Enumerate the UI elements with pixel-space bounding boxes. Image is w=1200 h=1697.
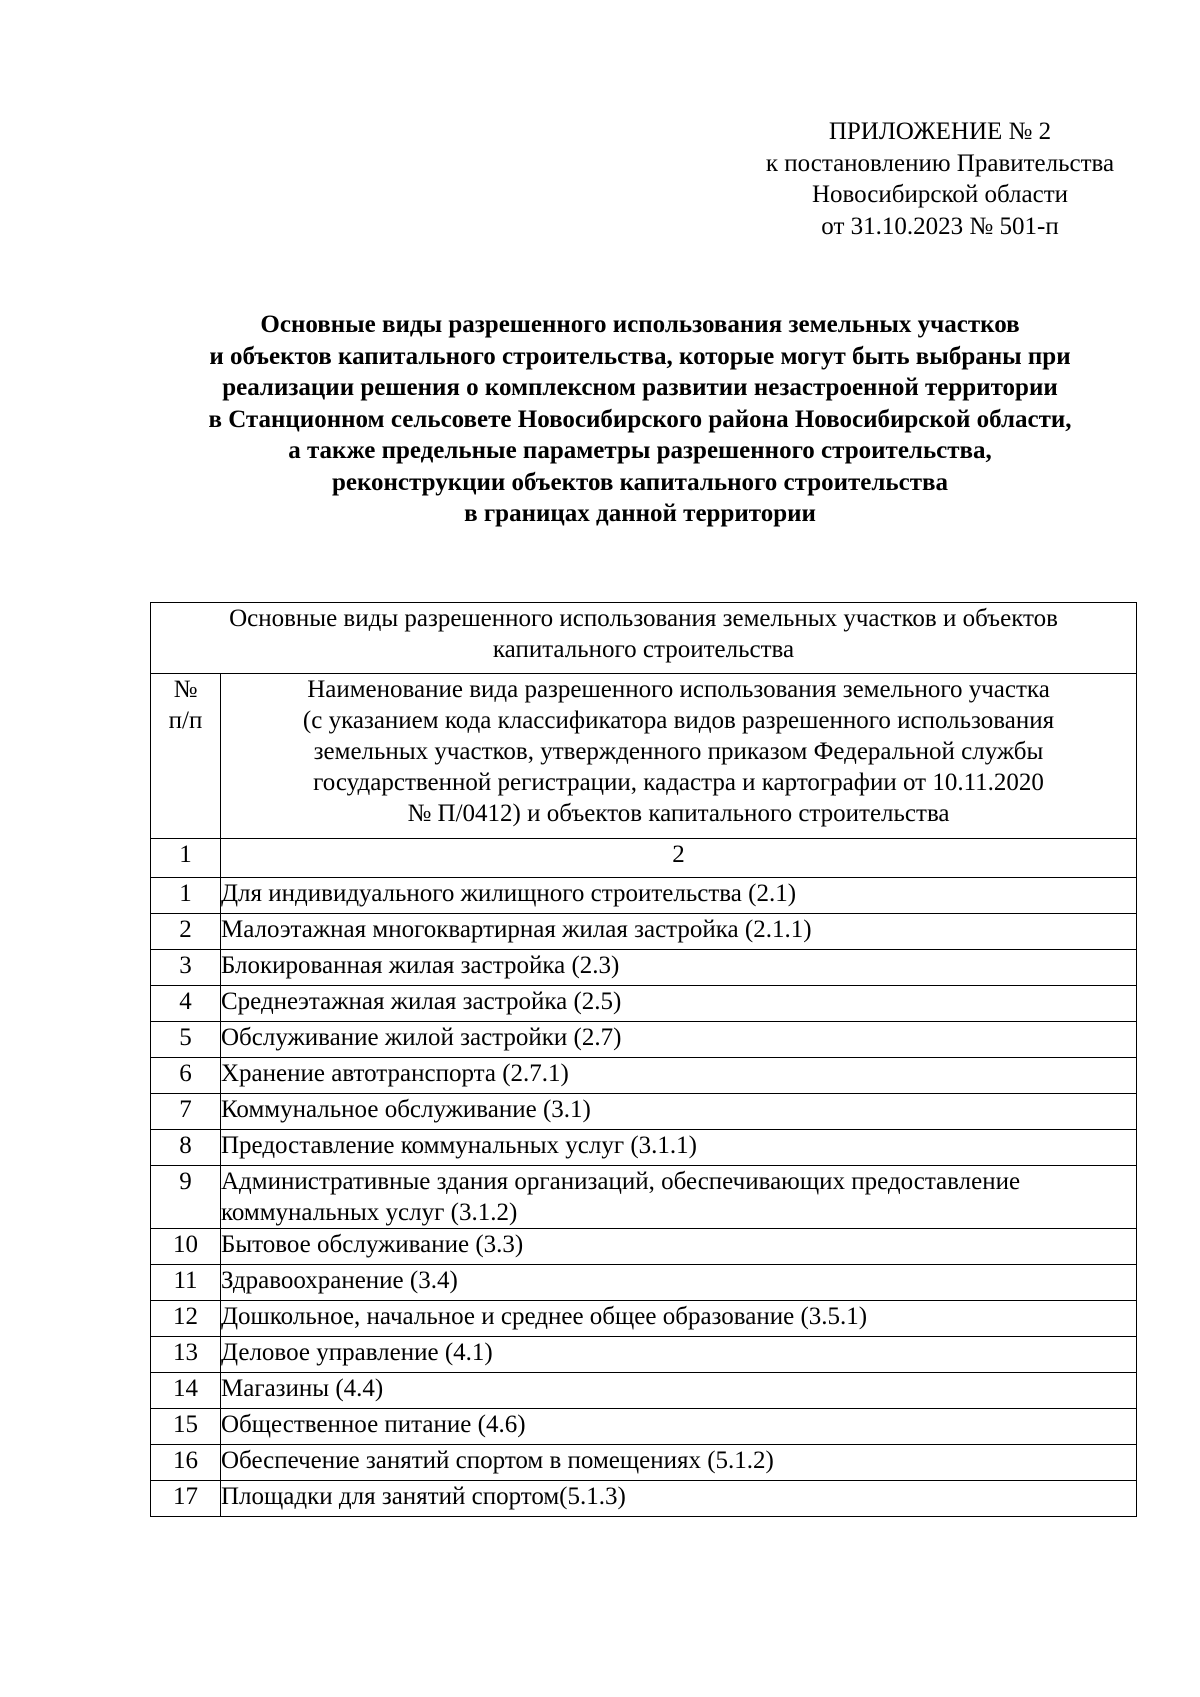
row-use-name xyxy=(221,1445,1137,1481)
row-number: 1 xyxy=(151,878,221,914)
row-use-name-line: Магазины (4.4) xyxy=(221,1375,384,1402)
row-use-name-line: Блокированная жилая застройка (2.3) xyxy=(221,952,620,979)
title-line: реконструкции объектов капитального строительства xyxy=(331,468,949,496)
row-number: 3 xyxy=(151,950,221,986)
row-number: 8 xyxy=(151,1130,221,1166)
header-name-cell xyxy=(221,674,1137,839)
table-row xyxy=(151,1481,1137,1517)
table-row xyxy=(151,986,1137,1022)
row-use-name xyxy=(221,1301,1137,1337)
row-use-name xyxy=(221,1130,1137,1166)
header-number-cell xyxy=(151,674,221,839)
row-number: 10 xyxy=(151,1229,221,1265)
header-name-line: (с указанием кода классификатора видов разрешенного использования xyxy=(302,707,1055,734)
table-row xyxy=(151,1094,1137,1130)
row-use-name xyxy=(221,1166,1137,1229)
row-use-name xyxy=(221,1094,1137,1130)
row-number: 4 xyxy=(151,986,221,1022)
title-line: а также предельные параметры разрешенного строительства, xyxy=(288,437,992,464)
row-use-name xyxy=(221,1373,1137,1409)
row-number: 12 xyxy=(151,1301,221,1337)
title-line: Основные виды разрешенного использования земельных участков xyxy=(260,311,1020,338)
table-row xyxy=(151,1373,1137,1409)
title-line: в Станционном сельсовете Новосибирского района Новосибирской области, xyxy=(208,405,1072,433)
row-use-name-line: Для индивидуального жилищного строительства (2.1) xyxy=(221,880,797,907)
row-number: 17 xyxy=(151,1481,221,1517)
header-name-line: № П/0412) и объектов капитального строительства xyxy=(407,800,950,827)
row-number: 16 xyxy=(151,1445,221,1481)
row-number: 14 xyxy=(151,1373,221,1409)
header-name-line: земельных участков, утвержденного приказом Федеральной службы xyxy=(313,738,1044,765)
column-index-row xyxy=(151,839,1137,878)
title-line: и объектов капитального строительства, которые могут быть выбраны при xyxy=(209,342,1071,370)
title-line: в границах данной территории xyxy=(464,500,816,527)
header-number-line: № xyxy=(173,676,198,703)
row-number: 9 xyxy=(151,1166,221,1229)
table-caption-line: Основные виды разрешенного использования земельных участков и объектов xyxy=(229,605,1058,632)
row-use-name xyxy=(221,1022,1137,1058)
row-number: 2 xyxy=(151,914,221,950)
row-use-name-line: Площадки для занятий спортом(5.1.3) xyxy=(221,1483,626,1510)
row-use-name-line: Бытовое обслуживание (3.3) xyxy=(221,1231,524,1258)
table-caption-line: капитального строительства xyxy=(492,636,795,663)
permitted-uses-table xyxy=(150,602,1137,1517)
table-row xyxy=(151,950,1137,986)
row-use-name xyxy=(221,1409,1137,1445)
header-name-line: Наименование вида разрешенного использования земельного участка xyxy=(307,676,1050,703)
table-row xyxy=(151,1130,1137,1166)
table-row xyxy=(151,878,1137,914)
row-use-name xyxy=(221,1337,1137,1373)
header-name-line: государственной регистрации, кадастра и картографии от 10.11.2020 xyxy=(313,769,1044,796)
table-row xyxy=(151,1058,1137,1094)
row-number: 13 xyxy=(151,1337,221,1373)
appendix-region: Новосибирской области xyxy=(811,181,1069,208)
table-row xyxy=(151,914,1137,950)
row-number: 5 xyxy=(151,1022,221,1058)
row-use-name xyxy=(221,878,1137,914)
table-caption xyxy=(151,603,1137,674)
table-row xyxy=(151,1445,1137,1481)
appendix-number: ПРИЛОЖЕНИЕ № 2 xyxy=(828,118,1052,145)
row-use-name xyxy=(221,1481,1137,1517)
row-use-name-line: Дошкольное, начальное и среднее общее образование (3.5.1) xyxy=(221,1303,868,1330)
row-number: 11 xyxy=(151,1265,221,1301)
row-number: 15 xyxy=(151,1409,221,1445)
row-use-name-line: Здравоохранение (3.4) xyxy=(221,1267,458,1294)
row-use-name xyxy=(221,1058,1137,1094)
table-row xyxy=(151,1265,1137,1301)
row-use-name-line: Среднеэтажная жилая застройка (2.5) xyxy=(221,988,622,1015)
table-row xyxy=(151,1229,1137,1265)
row-use-name-line: Административные здания организаций, обеспечивающих предоставление xyxy=(221,1168,1021,1195)
row-use-name xyxy=(221,914,1137,950)
row-use-name-line: Деловое управление (4.1) xyxy=(221,1339,493,1366)
column-index-1: 1 xyxy=(151,839,221,878)
row-use-name xyxy=(221,1229,1137,1265)
table-row xyxy=(151,1409,1137,1445)
table-row xyxy=(151,1166,1137,1229)
row-number: 7 xyxy=(151,1094,221,1130)
appendix-block xyxy=(700,116,1180,242)
table-row xyxy=(151,1337,1137,1373)
appendix-date-number: от 31.10.2023 № 501-п xyxy=(821,212,1059,240)
row-use-name-line: Коммунальное обслуживание (3.1) xyxy=(221,1096,591,1123)
column-index-2: 2 xyxy=(221,839,1137,878)
row-use-name-line: коммунальных услуг (3.1.2) xyxy=(221,1199,518,1226)
row-use-name xyxy=(221,1265,1137,1301)
row-number: 6 xyxy=(151,1058,221,1094)
row-use-name-line: Предоставление коммунальных услуг (3.1.1) xyxy=(221,1132,698,1159)
row-use-name-line: Малоэтажная многоквартирная жилая застройка (2.1.1) xyxy=(221,916,812,943)
row-use-name xyxy=(221,986,1137,1022)
table-row xyxy=(151,1022,1137,1058)
table-header-row xyxy=(151,674,1137,839)
row-use-name-line: Общественное питание (4.6) xyxy=(221,1411,526,1438)
appendix-resolution-ref: к постановлению Правительства xyxy=(765,149,1115,177)
table-row xyxy=(151,1301,1137,1337)
row-use-name-line: Обслуживание жилой застройки (2.7) xyxy=(221,1024,622,1051)
row-use-name-line: Хранение автотранспорта (2.7.1) xyxy=(221,1060,569,1087)
row-use-name-line: Обеспечение занятий спортом в помещениях (5.1.2) xyxy=(221,1447,774,1474)
document-title xyxy=(130,309,1150,530)
header-number-line: п/п xyxy=(168,707,203,734)
title-line: реализации решения о комплексном развитии незастроенной территории xyxy=(222,374,1058,401)
table-caption-row xyxy=(151,603,1137,674)
row-use-name xyxy=(221,950,1137,986)
